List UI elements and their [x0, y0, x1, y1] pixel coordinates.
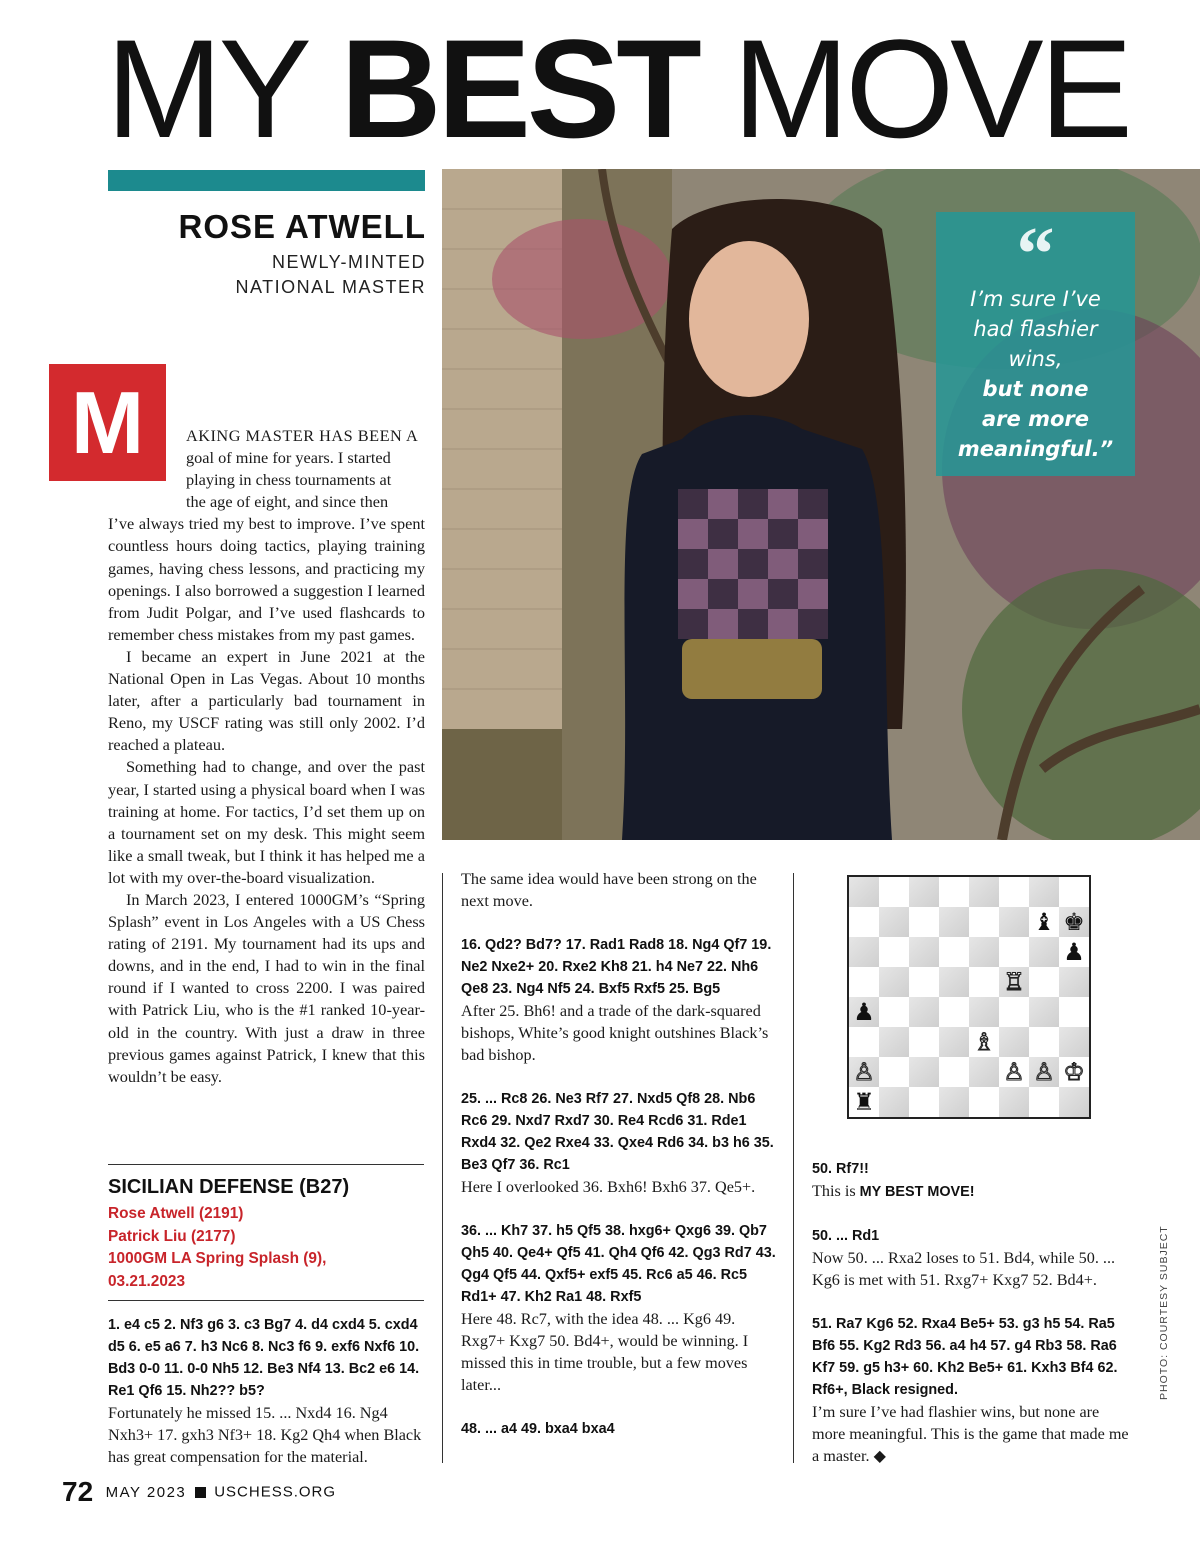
intro-line-4: the age of eight, and since then [186, 492, 389, 512]
game-info [108, 1203, 326, 1293]
chess-piece-icon: ♝ [1033, 908, 1055, 936]
board-square [999, 997, 1029, 1027]
author-title-line1: NEWLY-MINTED [271, 252, 426, 272]
quote-line-2: had flashier [973, 317, 1098, 341]
game-title: SICILIAN DEFENSE (B27) [108, 1176, 350, 1198]
author-name: ROSE ATWELL [178, 208, 426, 245]
board-square [939, 1027, 969, 1057]
quote-line-4: but none [982, 377, 1089, 401]
comment-same-idea: The same idea would have been strong on the next move. [461, 870, 757, 910]
board-square [939, 1087, 969, 1117]
chess-piece-icon: ♙ [1003, 1058, 1025, 1086]
black-player: Patrick Liu (2177) [108, 1227, 236, 1245]
paragraph-2: I became an expert in June 2021 at the National Open in Las Vegas. About 10 months later, after a particularly bad tournament in Reno, my USCF rating was still only 2002. I’d reached a plateau. [108, 646, 425, 755]
comment-25: After 25. Bh6! and a trade of the dark-squared bishops, White’s good knight outshines Black’s bad bishop. [461, 1002, 769, 1064]
comment-36: Here I overlooked 36. Bxh6! Bxh6 37. Qe5+. [461, 1178, 756, 1196]
best-move-callout: MY BEST MOVE! [859, 1184, 975, 1200]
author-title-line2: NATIONAL MASTER [235, 277, 426, 297]
board-square [969, 1027, 999, 1057]
game-header-rule-top [108, 1164, 424, 1165]
board-square [1029, 967, 1059, 997]
board-square [1059, 907, 1089, 937]
board-square [1059, 1087, 1089, 1117]
board-square [1029, 997, 1059, 1027]
moves-48-49: 48. ... a4 49. bxa4 bxa4 [461, 1421, 615, 1437]
board-square [939, 937, 969, 967]
board-square [1029, 1057, 1059, 1087]
pull-quote [936, 212, 1135, 476]
board-square [939, 967, 969, 997]
white-player: Rose Atwell (2191) [108, 1205, 244, 1222]
square-icon [195, 1487, 206, 1498]
board-square [1059, 997, 1089, 1027]
board-square [849, 1027, 879, 1057]
board-square [849, 1087, 879, 1117]
article-column-2 [461, 868, 777, 1440]
quote-line-3: wins, [1008, 347, 1063, 371]
board-square [1059, 937, 1089, 967]
board-square [939, 877, 969, 907]
board-square [969, 967, 999, 997]
comment-15: Fortunately he missed 15. ... Nxd4 16. Ng4 Nxh3+ 17. gxh3 Nf3+ 18. Kg2 Qh4 when Black has great compensation for the material. [108, 1404, 422, 1466]
board-square [909, 877, 939, 907]
board-square [879, 967, 909, 997]
board-square [1059, 967, 1089, 997]
board-square [909, 1027, 939, 1057]
board-square [849, 997, 879, 1027]
board-square [909, 907, 939, 937]
board-square [909, 1057, 939, 1087]
move-50: 50. Rf7!! [812, 1161, 869, 1177]
board-square [849, 907, 879, 937]
move-50-reply: 50. ... Rd1 [812, 1228, 880, 1244]
chess-piece-icon: ♟ [1063, 938, 1085, 966]
board-square [879, 907, 909, 937]
pull-quote-text [936, 284, 1135, 464]
comment-50-reply: Now 50. ... Rxa2 loses to 51. Bd4, while 50. ... Kg6 is met with 51. Rxg7+ Kxg7 52. Bd4+. [812, 1249, 1116, 1289]
board-square [1029, 877, 1059, 907]
board-square [909, 967, 939, 997]
board-square [999, 937, 1029, 967]
article-column-3 [812, 1158, 1130, 1467]
board-square [999, 1087, 1029, 1117]
board-square [939, 1057, 969, 1087]
board-square [969, 1087, 999, 1117]
article-column-1 [108, 425, 425, 1088]
quote-line-5: are more [982, 407, 1089, 431]
intro-caps: AKING MASTER HAS BEEN A [186, 426, 419, 445]
board-square [999, 907, 1029, 937]
headline [106, 10, 1136, 167]
board-square [939, 907, 969, 937]
issue-date: MAY 2023 [105, 1483, 187, 1501]
board-square [999, 1027, 1029, 1057]
intro-lines [108, 425, 425, 513]
headline-word-best: BEST [340, 10, 698, 167]
board-square [1059, 877, 1089, 907]
board-square [1029, 907, 1059, 937]
author-title [108, 250, 426, 300]
board-square [999, 1057, 1029, 1087]
chess-piece-icon: ♖ [1003, 968, 1025, 996]
board-square [999, 967, 1029, 997]
column-divider-2 [793, 873, 794, 1463]
board-square [849, 967, 879, 997]
drop-cap: M [49, 364, 166, 481]
quote-line-1: I’m sure I’ve [970, 287, 1101, 311]
accent-bar [108, 170, 425, 191]
chess-piece-icon: ♜ [853, 1088, 875, 1116]
moves-25-36: 25. ... Rc8 26. Ne3 Rf7 27. Nxd5 Qf8 28. Nb6 Rc6 29. Nxd7 Rxd7 30. Re4 Rcd6 31. Rde1 Rxd4 32. Qe2 Rxe4 33. Qxe4 Rd6 34. b3 h6 35. Be3 Qf7 36. Rc1 [461, 1091, 774, 1173]
event-date: 03.21.2023 [108, 1272, 186, 1290]
comment-50 [812, 1180, 1130, 1203]
board-square [969, 907, 999, 937]
board-square [849, 877, 879, 907]
board-square [849, 1057, 879, 1087]
paragraph-4: In March 2023, I entered 1000GM’s “Spring Splash” event in Los Angeles with a US Chess rating of 2191. My tournament had its ups and downs, and in the end, I had to win in the final round if I wanted to cross 2200. I was paired with Patrick Liu, who is the #1 ranked 10-year-old in the country. With just a draw in three previous games against Patrick, I knew that this wouldn’t be easy. [108, 889, 425, 1086]
chess-piece-icon: ♚ [1063, 908, 1085, 936]
board-square [909, 997, 939, 1027]
board-square [999, 877, 1029, 907]
board-square [909, 937, 939, 967]
chess-piece-icon: ♗ [973, 1028, 995, 1056]
board-square [879, 1087, 909, 1117]
page-footer [62, 1476, 336, 1508]
board-square [1059, 1027, 1089, 1057]
chess-diagram [847, 875, 1091, 1119]
headline-word-my: MY [106, 10, 306, 167]
closing-comment: I’m sure I’ve had flashier wins, but none are more meaningful. This is the game that made me a master. ◆ [812, 1403, 1129, 1465]
board-square [939, 997, 969, 1027]
board-square [969, 877, 999, 907]
quote-line-6: meaningful.” [957, 437, 1114, 461]
board-square [1059, 1057, 1089, 1087]
board-square [879, 1057, 909, 1087]
comment-48: Here 48. Rc7, with the idea 48. ... Kg6 49. Rxg7+ Kxg7 50. Bd4+, would be winning. I missed this in time trouble, but a few moves later... [461, 1310, 749, 1394]
board-square [1029, 1087, 1059, 1117]
board-square [969, 1057, 999, 1087]
chess-piece-icon: ♟ [853, 998, 875, 1026]
moves-36-48: 36. ... Kh7 37. h5 Qf5 38. hxg6+ Qxg6 39. Qb7 Qh5 40. Qe4+ Qf5 41. Qh4 Qf6 42. Qg3 Rd7 43. Qg4 Qf5 44. Qxf5+ exf5 45. Rc6 a5 46. Rc5 Rd1+ 47. Kh2 Ra1 48. Rxf5 [461, 1223, 776, 1305]
chess-piece-icon: ♔ [1063, 1058, 1085, 1086]
quote-mark-icon: “ [1016, 212, 1055, 296]
col1-moves [108, 1314, 426, 1468]
board-square [1029, 1027, 1059, 1057]
chess-piece-icon: ♙ [853, 1058, 875, 1086]
moves-1-15: 1. e4 c5 2. Nf3 g6 3. c3 Bg7 4. d4 cxd4 5. cxd4 d5 6. e5 a6 7. h3 Nc6 8. Nc3 f6 9. exf6 Nxf6 10. Bd3 0-0 11. 0-0 Nh5 12. Be3 Nf4 13. Bc2 e6 14. Re1 Qf6 15. Nh2?? b5? [108, 1317, 420, 1399]
best-move-lead: This is [812, 1182, 856, 1200]
intro-line-3: playing in chess tournaments at [186, 470, 392, 490]
photo-credit: PHOTO: COURTESY SUBJECT [1158, 1225, 1170, 1400]
board-square [969, 937, 999, 967]
game-header-rule-bottom [108, 1300, 424, 1301]
board-square [879, 937, 909, 967]
board-square [879, 997, 909, 1027]
column-divider-1 [442, 873, 443, 1463]
moves-51-62: 51. Ra7 Kg6 52. Rxa4 Be5+ 53. g3 h5 54. Ra5 Bf6 55. Kg2 Rd3 56. a4 h4 57. g4 Rb3 58. Ra6 Kf7 59. g5 h3+ 60. Kh2 Be5+ 61. Kxh3 Bf4 62. Rf6+, Black resigned. [812, 1316, 1118, 1398]
board-square [1029, 937, 1059, 967]
board-square [879, 1027, 909, 1057]
page-number: 72 [62, 1476, 94, 1507]
event-name: 1000GM LA Spring Splash (9), [108, 1250, 327, 1267]
headline-word-move: MOVE [732, 10, 1129, 167]
board-square [969, 997, 999, 1027]
board-square [909, 1087, 939, 1117]
chess-piece-icon: ♙ [1033, 1058, 1055, 1086]
paragraph-3: Something had to change, and over the past year, I started using a physical board when I was training at home. For tactics, I’d set them up on a tournament set on my desk. This might seem like a small tweak, but I think it has helped me a lot with my over-the-board visualization. [108, 757, 425, 887]
intro-line-2: goal of mine for years. I started [186, 448, 391, 468]
board-square [849, 937, 879, 967]
moves-16-25: 16. Qd2? Bd7? 17. Rad1 Rad8 18. Ng4 Qf7 19. Ne2 Nxe2+ 20. Rxe2 Kh8 21. h4 Ne7 22. Nh6 Qe8 23. Ng4 Nf5 24. Bxf5 Rxf5 25. Bg5 [461, 937, 772, 997]
board-square [879, 877, 909, 907]
paragraph-1-rest: I’ve always tried my best to improve. I’ve spent countless hours doing tactics, playing training games, having chess lessons, and practicing my openings. I also borrowed a suggestion I learned from Judit Polgar, and I’ve used flashcards to remember chess mistakes from my past games. [108, 514, 425, 644]
website: USCHESS.ORG [214, 1483, 337, 1501]
